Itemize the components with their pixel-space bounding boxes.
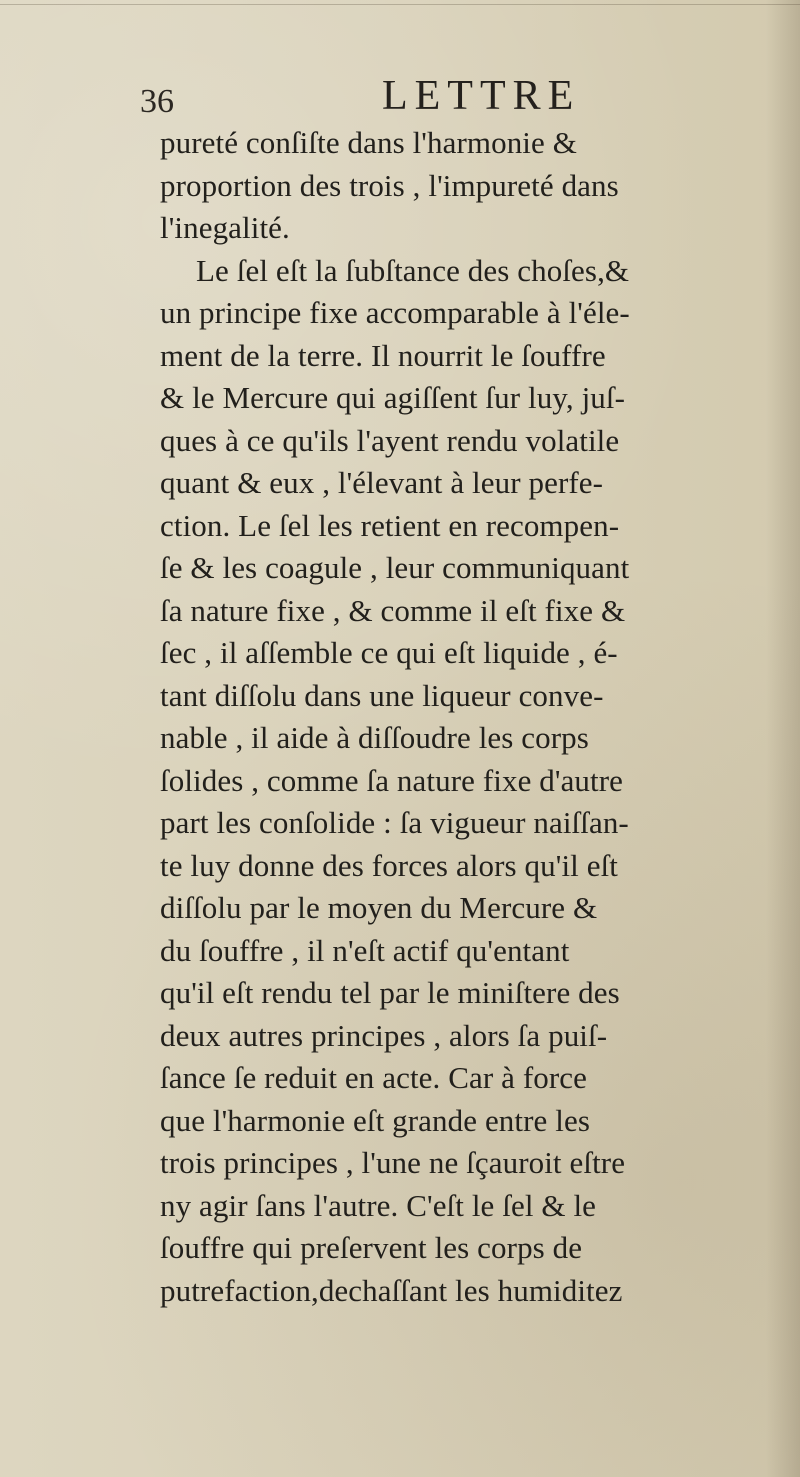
text-line-25: trois principes , l'une ne ſçauroit eſtre (160, 1145, 626, 1180)
text-line-26: ny agir ſans l'autre. C'eſt le ſel & le (160, 1187, 597, 1223)
text-line-9: quant & eux , l'élevant à leur perfe- (160, 465, 604, 500)
text-line-2: proportion des trois , l'impureté dans (160, 167, 619, 203)
page-header (140, 72, 780, 128)
text-line-19: diſſolu par le moyen du Mercure & (160, 890, 598, 925)
text-line-28: putrefaction,dechaſſant les humiditez (160, 1272, 623, 1308)
text-line-27: ſouffre qui preſervent les corps de (160, 1230, 583, 1265)
text-line-13: ſec , il aſſemble ce qui eſt liquide , é- (160, 635, 618, 670)
running-head: LETTRE (382, 73, 581, 119)
page-number: 36 (140, 83, 174, 120)
text-line-14: tant diſſolu dans une liqueur conve- (160, 677, 604, 713)
text-line-10: ction. Le ſel les retient en recompen- (160, 507, 620, 543)
text-line-12: ſa nature fixe , & comme il eſt fixe & (160, 592, 626, 628)
text-line-15: nable , il aide à diſſoudre les corps (160, 720, 589, 755)
text-line-21: qu'il eſt rendu tel par le miniſtere des (160, 975, 620, 1010)
text-line-23: ſance ſe reduit en acte. Car à force (160, 1060, 588, 1095)
text-line-24: que l'harmonie eſt grande entre les (160, 1102, 590, 1138)
text-line-6: ment de la terre. Il nourrit le ſouffre (160, 337, 606, 373)
text-line-1: pureté conſiſte dans l'harmonie & (160, 125, 577, 160)
text-line-7: & le Mercure qui agiſſent ſur luy, juſ- (160, 380, 626, 415)
text-line-20: du ſouffre , il n'eſt actif qu'entant (160, 932, 570, 968)
text-line-17: part les conſolide : ſa vigueur naiſſan- (160, 805, 629, 840)
text-line-11: ſe & les coagule , leur communiquant (160, 550, 630, 585)
text-line-4: Le ſel eſt la ſubſtance des choſes,& (196, 252, 630, 288)
text-line-8: ques à ce qu'ils l'ayent rendu volatile (160, 422, 620, 458)
text-line-18: te luy donne des forces alors qu'il eſt (160, 847, 619, 883)
body-text (160, 122, 772, 1312)
text-line-22: deux autres principes , alors ſa puiſ- (160, 1017, 608, 1053)
page-edge-line (0, 4, 800, 5)
text-line-5: un principe fixe accomparable à l'éle- (160, 295, 630, 330)
text-line-16: ſolides , comme ſa nature fixe d'autre (160, 762, 624, 798)
text-line-3: l'inegalité. (160, 210, 290, 245)
